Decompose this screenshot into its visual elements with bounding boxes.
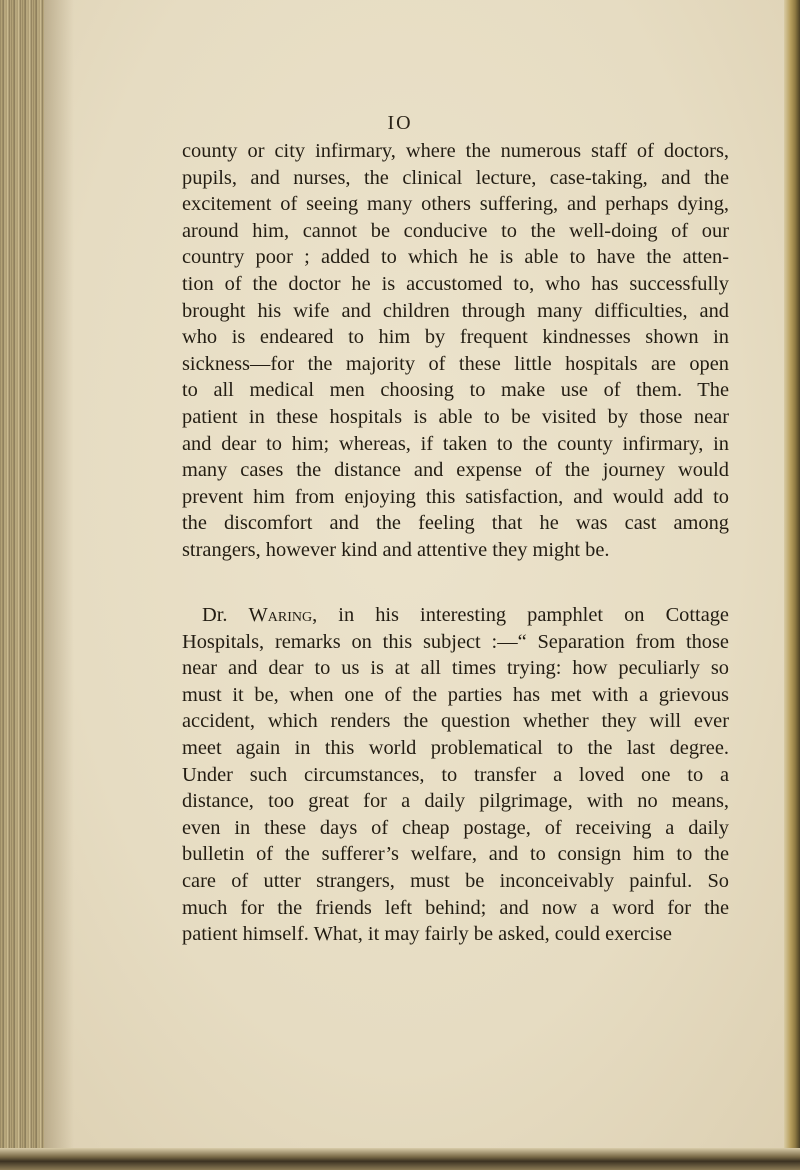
text-line: sickness—for the majority of these little hospitals are open [182,352,729,375]
text-line: Under such circumstances, to transfer a loved one to a [182,763,729,786]
text-line: care of utter strangers, must be inconceivably painful. So [182,869,729,892]
text-prefix: Dr. [202,604,249,626]
paragraph-1 [182,138,729,564]
text-line: accident, which renders the question whether they will ever [182,710,729,733]
text-line: patient himself. What, it may fairly be asked, could exercise [182,923,672,946]
text-line: Hospitals, remarks on this subject :—“ Separation from those [182,630,729,653]
text-line: country poor ; added to which he is able to have the atten- [182,246,729,269]
text-line: patient in these hospitals is able to be visited by those near [182,405,729,428]
binding-shadow [44,0,74,1170]
text-line: pupils, and nurses, the clinical lecture, case-taking, and the [182,166,729,189]
text-line: around him, cannot be conducive to the well-doing of our [182,219,729,242]
text-line: strangers, however kind and attentive they might be. [182,538,610,561]
text-line: to all medical men choosing to make use of them. The [182,379,729,402]
text-line: many cases the distance and expense of the journey would [182,459,729,482]
text-line: brought his wife and children through many difficulties, and [182,299,729,322]
text-line: prevent him from enjoying this satisfaction, and would add to [182,485,729,508]
page-right-edge [784,0,800,1170]
text-line: distance, too great for a daily pilgrimage, with no means, [182,790,729,813]
text-line: tion of the doctor he is accustomed to, who has successfully [182,272,729,295]
text-line: who is endeared to him by frequent kindnesses shown in [182,326,729,349]
text-line: near and dear to us is at all times trying: how peculiarly so [182,657,729,680]
text-line: meet again in this world problematical to the last degree. [182,736,729,759]
text-line: bulletin of the sufferer’s welfare, and to consign him to the [182,843,729,866]
text-line: and dear to him; whereas, if taken to the county infirmary, in [182,432,729,455]
text-rest: , in his interesting pamphlet on Cottage [312,604,729,626]
text-line: the discomfort and the feeling that he was cast among [182,512,729,535]
page-bottom-edge [0,1148,800,1170]
text-line: much for the friends left behind; and now a word for the [182,896,729,919]
text-line: excitement of seeing many others suffering, and perhaps dying, [182,193,729,216]
text-line-first [182,602,729,629]
text-line: must it be, when one of the parties has met with a grievous [182,683,729,706]
paragraph-2 [182,602,729,948]
text-line: county or city infirmary, where the numerous staff of doctors, [182,140,729,162]
book-binding-edge [0,0,44,1170]
author-name: Waring [248,604,313,626]
page-number: IO [387,112,413,134]
text-line: even in these days of cheap postage, of receiving a daily [182,816,729,839]
